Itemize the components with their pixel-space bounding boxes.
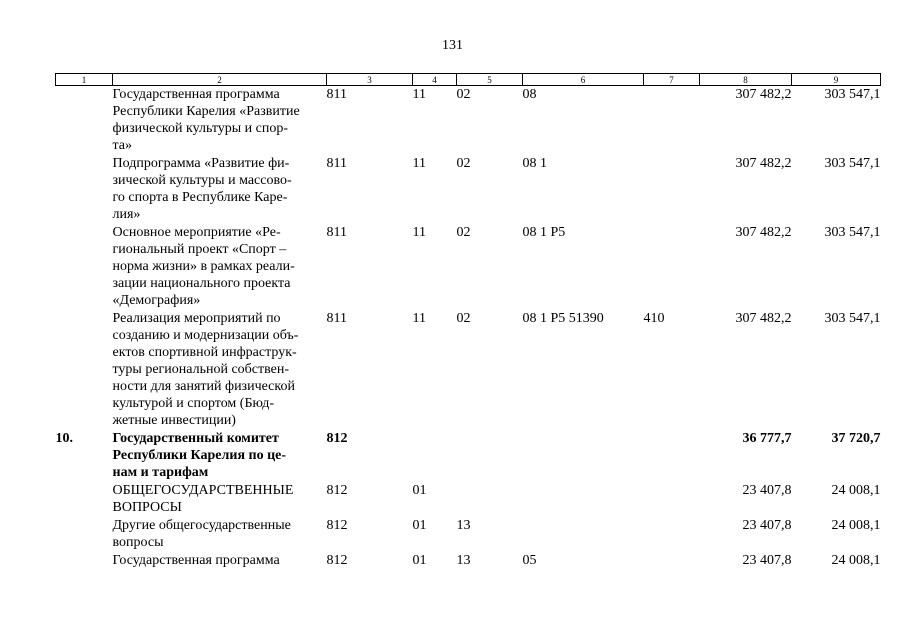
row-name-line: вопросы bbox=[112, 535, 164, 550]
column-header: 3 bbox=[327, 74, 413, 86]
cell-ministry-code: 811 bbox=[326, 156, 347, 171]
cell-target-article: 08 1 bbox=[522, 156, 547, 171]
table-row bbox=[56, 482, 881, 517]
cell-expense-type bbox=[644, 224, 700, 310]
row-name-line: ектов спортивной инфраструк- bbox=[112, 345, 297, 360]
cell-subsection: 02 bbox=[456, 87, 471, 102]
cell-target-article: 08 1 P5 51390 bbox=[522, 311, 604, 326]
row-name-line: Государственная программа bbox=[112, 87, 280, 102]
cell-subsection bbox=[457, 430, 523, 482]
column-header: 4 bbox=[413, 74, 457, 86]
row-number bbox=[56, 224, 113, 310]
cell-amount-col8: 23 407,8 bbox=[742, 518, 792, 533]
row-name-line: физической культуры и спор- bbox=[112, 121, 289, 136]
row-name-line: гиональный проект «Спорт – bbox=[112, 242, 287, 257]
cell-expense-type: 410 bbox=[643, 311, 665, 326]
row-name-line: Другие общегосударственные bbox=[112, 518, 291, 533]
row-name-line: Государственный комитет bbox=[112, 431, 279, 446]
row-name bbox=[113, 430, 327, 482]
column-header: 7 bbox=[644, 74, 700, 86]
table-row bbox=[56, 552, 881, 570]
cell-amount-col8: 23 407,8 bbox=[742, 553, 792, 568]
cell-section: 11 bbox=[412, 311, 426, 326]
row-name-line: та» bbox=[112, 138, 133, 153]
cell-amount-col9: 37 720,7 bbox=[831, 431, 881, 446]
row-number bbox=[56, 86, 113, 156]
row-name-line: Основное мероприятие «Ре- bbox=[112, 225, 281, 240]
table-body bbox=[56, 86, 881, 571]
row-name-line: ности для занятий физической bbox=[112, 379, 295, 394]
cell-amount-col9: 303 547,1 bbox=[824, 87, 881, 102]
cell-amount-col9: 24 008,1 bbox=[831, 518, 881, 533]
row-name bbox=[113, 86, 327, 156]
cell-amount-col8: 36 777,7 bbox=[742, 431, 792, 446]
cell-target-article: 08 1 P5 bbox=[522, 225, 566, 240]
row-name bbox=[113, 517, 327, 552]
row-name-line: зации национального проекта bbox=[112, 276, 291, 291]
row-name-line: созданию и модернизации объ- bbox=[112, 328, 299, 343]
cell-subsection bbox=[457, 482, 523, 517]
column-header: 5 bbox=[457, 74, 523, 86]
row-number bbox=[56, 517, 113, 552]
row-name-line: зической культуры и массово- bbox=[112, 173, 292, 188]
column-header: 6 bbox=[523, 74, 644, 86]
row-name-line: «Демография» bbox=[112, 293, 201, 308]
cell-amount-col8: 307 482,2 bbox=[735, 156, 792, 171]
column-header: 9 bbox=[792, 74, 881, 86]
cell-ministry-code: 811 bbox=[326, 225, 347, 240]
table-row bbox=[56, 86, 881, 156]
row-name-line: Государственная программа bbox=[112, 553, 280, 568]
cell-amount-col8: 307 482,2 bbox=[735, 225, 792, 240]
row-name-line: ОБЩЕГОСУДАРСТВЕННЫЕ bbox=[112, 483, 294, 498]
cell-ministry-code: 812 bbox=[326, 553, 348, 568]
cell-subsection: 13 bbox=[456, 518, 471, 533]
budget-table bbox=[55, 73, 881, 570]
cell-section: 11 bbox=[412, 225, 426, 240]
cell-ministry-code: 812 bbox=[326, 431, 348, 446]
row-number bbox=[56, 310, 113, 430]
row-number bbox=[56, 482, 113, 517]
page-number: 131 bbox=[442, 38, 463, 53]
row-number bbox=[56, 552, 113, 570]
cell-amount-col9: 303 547,1 bbox=[824, 225, 881, 240]
cell-subsection: 02 bbox=[456, 225, 471, 240]
cell-target-article bbox=[523, 482, 644, 517]
cell-section: 01 bbox=[412, 553, 427, 568]
row-name-line: го спорта в Республике Каре- bbox=[112, 190, 288, 205]
cell-expense-type bbox=[644, 86, 700, 156]
row-name-line: норма жизни» в рамках реали- bbox=[112, 259, 295, 274]
cell-expense-type bbox=[644, 482, 700, 517]
column-header: 2 bbox=[113, 74, 327, 86]
cell-section: 11 bbox=[412, 156, 426, 171]
table-row bbox=[56, 310, 881, 430]
row-name-line: туры региональной собствен- bbox=[112, 362, 290, 377]
cell-amount-col8: 307 482,2 bbox=[735, 87, 792, 102]
cell-target-article bbox=[523, 517, 644, 552]
cell-expense-type bbox=[644, 155, 700, 224]
row-name-line: нам и тарифам bbox=[112, 465, 209, 480]
row-name bbox=[113, 155, 327, 224]
row-name-line: лия» bbox=[112, 207, 141, 222]
row-number bbox=[56, 155, 113, 224]
table-row bbox=[56, 224, 881, 310]
row-number: 10. bbox=[55, 431, 73, 446]
cell-subsection: 02 bbox=[456, 156, 471, 171]
cell-target-article: 05 bbox=[522, 553, 537, 568]
row-name-line: ВОПРОСЫ bbox=[112, 500, 182, 515]
cell-section: 11 bbox=[412, 87, 426, 102]
cell-target-article bbox=[523, 430, 644, 482]
cell-expense-type bbox=[644, 552, 700, 570]
cell-ministry-code: 812 bbox=[326, 483, 348, 498]
cell-ministry-code: 812 bbox=[326, 518, 348, 533]
cell-amount-col8: 23 407,8 bbox=[742, 483, 792, 498]
row-name-line: культурой и спортом (Бюд- bbox=[112, 396, 275, 411]
cell-expense-type bbox=[644, 517, 700, 552]
cell-section: 01 bbox=[412, 518, 427, 533]
column-header: 8 bbox=[700, 74, 792, 86]
row-name-line: Реализация мероприятий по bbox=[112, 311, 281, 326]
cell-target-article: 08 bbox=[522, 87, 537, 102]
table-row bbox=[56, 517, 881, 552]
cell-section bbox=[413, 430, 457, 482]
column-header: 1 bbox=[56, 74, 113, 86]
cell-subsection: 13 bbox=[456, 553, 471, 568]
row-name bbox=[113, 224, 327, 310]
cell-expense-type bbox=[644, 430, 700, 482]
table-row bbox=[56, 430, 881, 482]
cell-amount-col8: 307 482,2 bbox=[735, 311, 792, 326]
cell-amount-col9: 303 547,1 bbox=[824, 311, 881, 326]
cell-subsection: 02 bbox=[456, 311, 471, 326]
row-name-line: жетные инвестиции) bbox=[112, 413, 236, 428]
row-name-line: Подпрограмма «Развитие фи- bbox=[112, 156, 290, 171]
cell-ministry-code: 811 bbox=[326, 87, 347, 102]
cell-amount-col9: 24 008,1 bbox=[831, 483, 881, 498]
row-name-line: Республики Карелия по це- bbox=[112, 448, 287, 463]
cell-section: 01 bbox=[412, 483, 427, 498]
cell-ministry-code: 811 bbox=[326, 311, 347, 326]
row-name bbox=[113, 552, 327, 570]
header-row bbox=[56, 74, 881, 86]
row-name bbox=[113, 310, 327, 430]
table-row bbox=[56, 155, 881, 224]
cell-amount-col9: 303 547,1 bbox=[824, 156, 881, 171]
cell-amount-col9: 24 008,1 bbox=[831, 553, 881, 568]
row-name-line: Республики Карелия «Развитие bbox=[112, 104, 300, 119]
row-name bbox=[113, 482, 327, 517]
